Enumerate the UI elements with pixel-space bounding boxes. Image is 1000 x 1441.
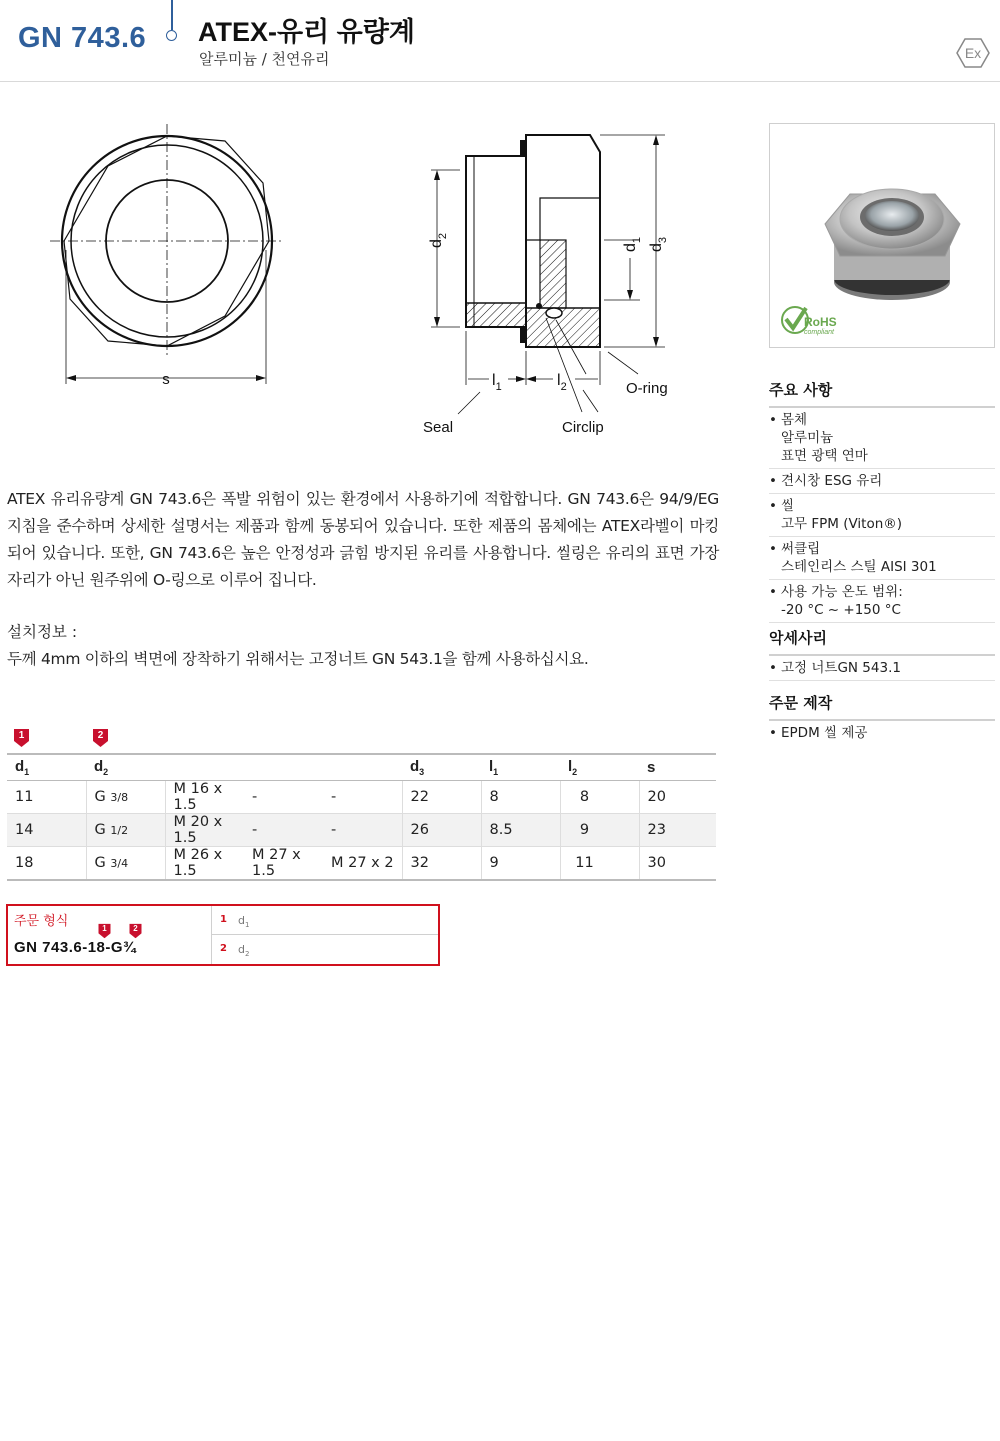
svg-text:Ex: Ex xyxy=(964,45,982,61)
accessories-title: 악세사리 xyxy=(769,627,995,656)
feature-item-title: • 몸체 xyxy=(781,412,808,428)
col-s: s xyxy=(639,754,716,780)
product-photo xyxy=(769,123,995,348)
custom-order-panel xyxy=(769,692,995,745)
cell-l1: 9 xyxy=(481,846,560,880)
product-description: ATEX 유리유량계 GN 743.6은 폭발 위험이 있는 환경에서 사용하기에 적합합니다. GN 743.6은 94/9/EG 지침을 준수하며 상세한 설명서는 제품과 함께 동봉되어 있습니다. 또한 제품의 몸체에는 ATEX라벨이 마킹되어 있습니다. 또한, GN 743.6은 높은 안정성과 긁힘 방지된 유리를 사용합니다. 씰링은 유리의 표면 가장자리가 아닌 원주위에 O-링으로 이루어 집니다. xyxy=(7,490,719,589)
table-row xyxy=(7,780,716,813)
col-l1: $l_1$ xyxy=(481,754,560,780)
circlip-label: Circlip xyxy=(562,419,604,436)
cell-m3: M 27 x 2 xyxy=(323,846,402,880)
accessory-item: • 고정 너트GN 543.1 xyxy=(769,656,995,681)
cell-m3: - xyxy=(323,813,402,846)
feature-item xyxy=(769,469,995,494)
install-text: 두께 4mm 이하의 벽면에 장착하기 위해서는 고정너트 GN 543.1을 함께 사용하십시요. xyxy=(7,650,589,668)
cell-l2: 9 xyxy=(560,813,639,846)
cell-l2: 8 xyxy=(560,780,639,813)
table-marker-1: 1 xyxy=(14,729,29,747)
product-code: GN 743.6 xyxy=(18,22,147,54)
cell-s: 23 xyxy=(639,813,716,846)
ex-hexagon-icon xyxy=(956,38,990,68)
feature-item xyxy=(769,494,995,537)
dim-l2-label: $l_2$ xyxy=(557,372,567,393)
install-heading: 설치정보 : xyxy=(7,623,78,641)
dim-d3-label: $d_3$ xyxy=(648,236,669,252)
dim-l1-label: $l_1$ xyxy=(492,372,502,393)
order-legend-row: 2 $d_2$ xyxy=(220,943,250,959)
cell-m2: M 27 x 1.5 xyxy=(244,846,323,880)
cell-d1: 14 xyxy=(7,813,86,846)
svg-text:RoHS: RoHS xyxy=(804,315,837,329)
table-header-row xyxy=(7,754,716,780)
feature-item-title: • 사용 가능 온도 범위: xyxy=(781,584,903,600)
dim-d1-label: $d_1$ xyxy=(622,236,643,252)
custom-order-title: 주문 제작 xyxy=(769,692,995,721)
feature-item-detail: -20 °C ~ +150 °C xyxy=(781,602,901,618)
feature-item-detail: 스테인리스 스틸 AISI 301 xyxy=(781,559,937,575)
cell-l1: 8.5 xyxy=(481,813,560,846)
cell-m1: M 16 x 1.5 xyxy=(165,780,244,813)
feature-item-detail: 표면 광택 연마 xyxy=(781,448,868,464)
cell-d3: 32 xyxy=(402,846,481,880)
cell-g: G 3/8 xyxy=(86,780,165,813)
col-d1: $d_1$ xyxy=(7,754,86,780)
feature-item xyxy=(769,408,995,469)
table-row xyxy=(7,813,716,846)
feature-item xyxy=(769,580,995,623)
feature-item-title: • 써클립 xyxy=(781,541,821,557)
order-example-box xyxy=(6,904,440,966)
page-subtitle: 알루미늄 / 천연유리 xyxy=(199,50,330,68)
col-d2: $d_2$ xyxy=(86,754,402,780)
front-view xyxy=(50,124,284,388)
feature-item-detail: 알루미늄 xyxy=(781,430,834,446)
header-divider-line xyxy=(171,0,173,30)
cell-g: G 3/4 xyxy=(86,846,165,880)
features-list xyxy=(769,408,995,623)
custom-order-list xyxy=(769,721,995,745)
col-l2: $l_2$ xyxy=(560,754,639,780)
cell-m1: M 26 x 1.5 xyxy=(165,846,244,880)
cell-m2: - xyxy=(244,780,323,813)
feature-item-title: • 견시창 ESG 유리 xyxy=(781,473,883,489)
cell-s: 20 xyxy=(639,780,716,813)
order-legend-row: 1 $d_1$ xyxy=(212,906,438,935)
dim-s-label: s xyxy=(162,371,170,388)
cell-l2: 11 xyxy=(560,846,639,880)
cell-m3: - xyxy=(323,780,402,813)
cell-d3: 26 xyxy=(402,813,481,846)
table-row xyxy=(7,846,716,880)
svg-text:compliant: compliant xyxy=(804,329,834,336)
page-header xyxy=(0,0,1000,82)
cell-d1: 11 xyxy=(7,780,86,813)
accessories-panel xyxy=(769,627,995,681)
cell-s: 30 xyxy=(639,846,716,880)
dim-d2-label: $d_2$ xyxy=(428,232,449,248)
order-marker-1: 1 xyxy=(99,924,111,938)
dimension-table xyxy=(7,753,716,881)
order-code: GN 743.6-18-G¾ xyxy=(14,939,137,956)
custom-order-item: • EPDM 씰 제공 xyxy=(769,721,995,745)
feature-item xyxy=(769,537,995,580)
section-view xyxy=(423,135,669,436)
cell-m1: M 20 x 1.5 xyxy=(165,813,244,846)
order-marker-2: 2 xyxy=(130,924,142,938)
cell-l1: 8 xyxy=(481,780,560,813)
features-title: 주요 사항 xyxy=(769,379,995,408)
cell-d3: 22 xyxy=(402,780,481,813)
cell-g: G 1/2 xyxy=(86,813,165,846)
order-label: 주문 형식 xyxy=(14,914,69,929)
table-marker-2: 2 xyxy=(93,729,108,747)
seal-label: Seal xyxy=(423,419,454,436)
cell-m2: - xyxy=(244,813,323,846)
features-panel xyxy=(769,379,995,623)
page-title: ATEX-유리 유량계 xyxy=(198,17,415,47)
oring-label: O-ring xyxy=(626,380,668,397)
cell-d1: 18 xyxy=(7,846,86,880)
header-divider-dot xyxy=(166,30,177,41)
feature-item-detail: 고무 FPM (Viton®) xyxy=(781,516,903,532)
col-d3: $d_3$ xyxy=(402,754,481,780)
technical-drawing xyxy=(0,90,720,450)
accessories-list xyxy=(769,656,995,681)
rohs-compliant-icon xyxy=(780,302,846,338)
feature-item-title: • 씰 xyxy=(781,498,795,514)
